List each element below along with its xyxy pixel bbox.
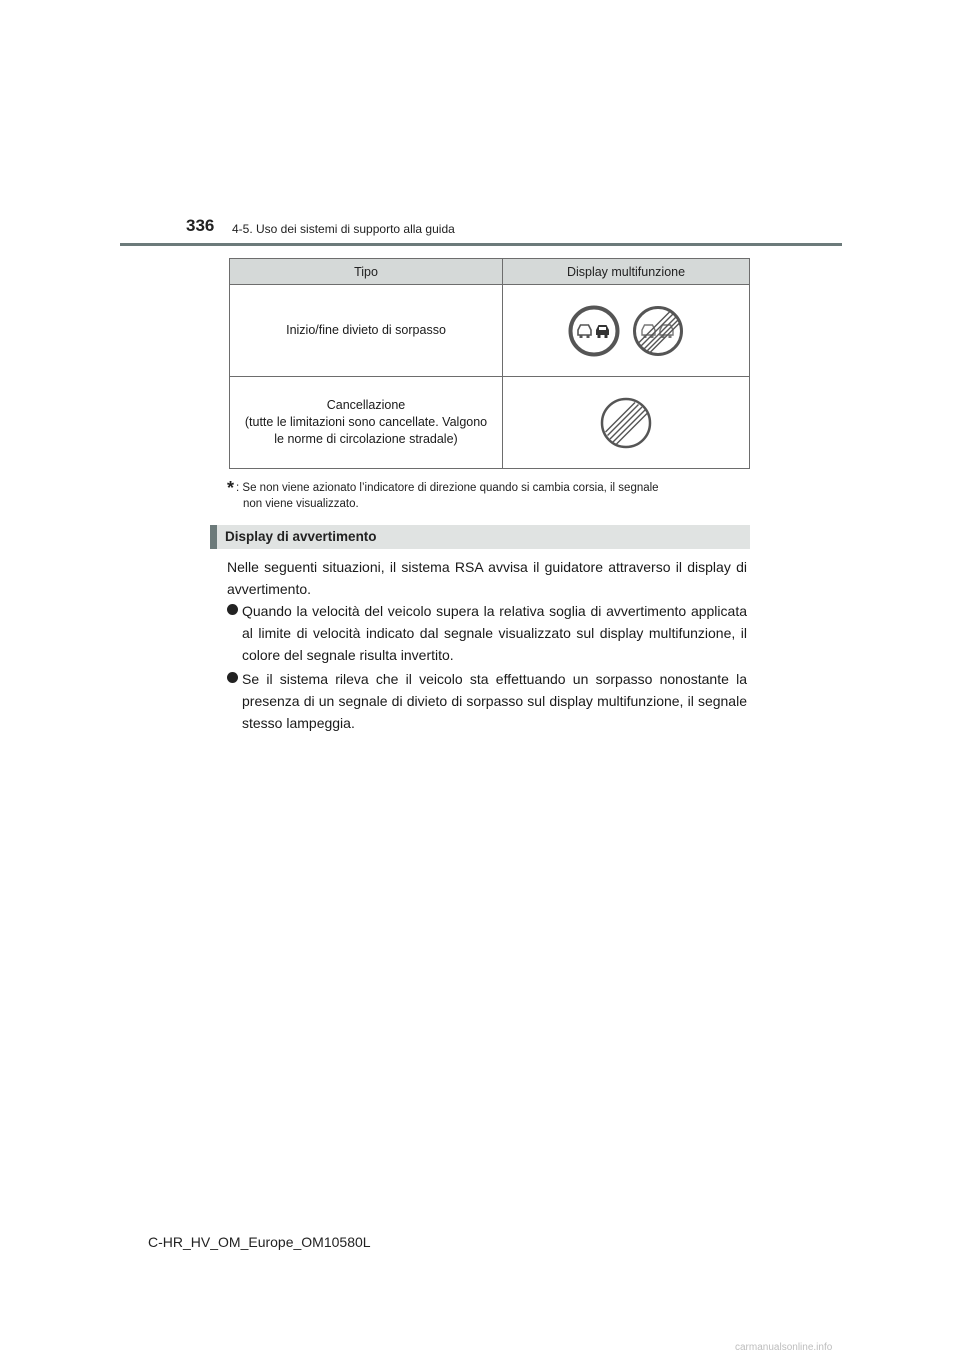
list-item-text: Quando la velocità del veicolo supera la relativa soglia di avvertimento applicata al limite di velocità indicato dal segnale visualizzato sul display multifunzione, il colore del segnale risulta invertito. <box>242 603 747 663</box>
footnote-text: : Se non viene azionato l’indicatore di direzione quando si cambia corsia, il segnale <box>236 482 659 494</box>
row-type-line: (tutte le limitazioni sono cancellate. Valgono <box>244 415 488 429</box>
watermark: carmanualsonline.info <box>735 1342 833 1353</box>
list-item <box>227 668 747 734</box>
end-no-overtaking-sign-icon <box>632 305 684 357</box>
footnote-text-cont: non viene visualizzato. <box>243 498 359 510</box>
bullet-dot-icon <box>227 604 238 615</box>
manual-id: C-HR_HV_OM_Europe_OM10580L <box>148 1234 371 1250</box>
table-row <box>230 377 750 469</box>
end-all-restrictions-sign-icon <box>600 397 652 449</box>
list-item-text: Se il sistema rileva che il veicolo sta effettuando un sorpasso nonostante la presenza di un segnale di divieto di sorpasso sul display multifunzione, il segnale stesso lampeggia. <box>242 671 747 731</box>
row-display-cell <box>503 377 750 469</box>
row-type-line: le norme di circolazione stradale) <box>274 432 458 446</box>
column-header-display: Display multifunzione <box>503 259 750 285</box>
row-type-text: Inizio/fine divieto di sorpasso <box>286 323 446 337</box>
column-header-type: Tipo <box>230 259 503 285</box>
section-intro: Nelle seguenti situazioni, il sistema RSA avvisa il guidatore attraverso il display di avvertimento. <box>227 559 747 597</box>
sign-type-table <box>229 258 750 469</box>
running-head: 4-5. Uso dei sistemi di supporto alla guida <box>232 222 455 236</box>
row-type-cell <box>230 377 503 469</box>
section-heading: Display di avvertimento <box>210 525 750 549</box>
page-number: 336 <box>186 216 215 235</box>
row-type-cell <box>230 285 503 377</box>
table-header-row <box>230 259 750 285</box>
footnote-marker: * <box>227 478 235 498</box>
row-display-cell <box>503 285 750 377</box>
footnote <box>227 480 747 512</box>
header-rule <box>120 243 842 246</box>
row-type-line: Cancellazione <box>326 398 406 412</box>
table-row <box>230 285 750 377</box>
list-item <box>227 600 747 666</box>
no-overtaking-sign-icon <box>568 305 620 357</box>
bullet-list <box>227 600 747 736</box>
bullet-dot-icon <box>227 672 238 683</box>
